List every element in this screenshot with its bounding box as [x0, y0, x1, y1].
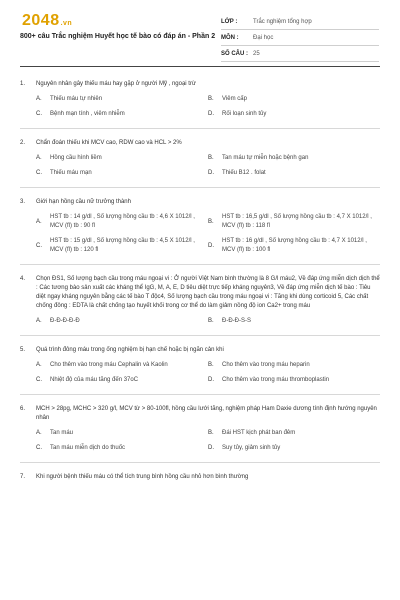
question-5 [0, 346, 400, 385]
answer-option[interactable] [36, 169, 208, 178]
option-text: Suy tủy, giảm sinh tủy [222, 445, 281, 451]
answer-option[interactable] [208, 429, 380, 438]
answer-option[interactable] [208, 110, 380, 119]
answer-options [36, 361, 380, 385]
question-7 [0, 473, 400, 482]
meta-value: 25 [253, 50, 260, 57]
question-list [0, 70, 400, 482]
question-text: MCH > 28pg, MCHC > 320 g/l, MCV từ > 80-100fl, hồng cầu lưới tăng, nghiệm pháp Ham Daxie dương tính định hướng nguyên nhân [36, 406, 377, 421]
answer-option[interactable] [36, 237, 208, 255]
option-letter: C. [36, 445, 42, 451]
meta-label: SỐ CÂU : [221, 50, 248, 57]
question-stem [20, 275, 380, 311]
option-letter: C. [36, 170, 42, 176]
question-number: 3. [20, 199, 26, 205]
question-number: 1. [20, 81, 26, 87]
option-text: Đ-Đ-Đ-Đ-Đ [50, 318, 80, 324]
option-text: Thiếu máu tự nhiên [50, 96, 103, 102]
question-stem [20, 473, 380, 482]
option-text: Đ-Đ-Đ-S-S [222, 318, 251, 324]
answer-options [36, 429, 380, 453]
option-text: Hồng cầu hình liềm [50, 155, 102, 161]
option-text: Đái HST kịch phát ban đêm [222, 430, 296, 436]
answer-option[interactable] [208, 154, 380, 163]
question-text: Khi người bệnh thiếu máu có thể tích trung bình hồng cầu nhỏ hơn bình thường [36, 474, 249, 480]
answer-option[interactable] [208, 317, 380, 326]
meta-row-count [221, 46, 379, 62]
question-divider [20, 264, 380, 265]
logo-main: 2048 [22, 12, 60, 29]
answer-options [36, 213, 380, 255]
option-text: Cho thêm vào trong máu heparin [222, 362, 310, 368]
question-1 [0, 80, 400, 119]
question-number: 7. [20, 474, 26, 480]
option-text: Thiếu máu mạn [50, 170, 92, 176]
option-letter: C. [36, 111, 42, 117]
question-3 [0, 198, 400, 255]
question-text: Chọn ĐS1, Số lượng bạch cầu trong máu ngoại vi : Ở người Việt Nam bình thường là 8 G/l máu2, Về đáp ứng miễn dịch dịch thể : Các tương bào sản xuất các kháng thể IgG, M, A, E, D tiêu diệt trực tiếp kháng nguyên3, Về đáp ứng miễn dịch tế bào : Tiêu diệt ngay kháng nguyên bằng các tế bào T độc4, Số lượng bạch cầu trong máu ngoại vi : Tăng khi dùng corticoid 5, Các chất chống đông : EDTA là chất chống tạo huyết khối trong cơ thể do làm giảm nồng độ ion Ca2+ trong máu [36, 276, 380, 309]
answer-option[interactable] [36, 317, 208, 326]
question-4 [0, 275, 400, 326]
answer-option[interactable] [36, 444, 208, 453]
answer-option[interactable] [36, 429, 208, 438]
question-text: Chẩn đoán thiếu khi MCV cao, RDW cao và HCL > 2% [36, 140, 182, 146]
option-text: Thiếu B12 . folat [222, 170, 266, 176]
option-text: Tan máu miễn dịch do thuốc [50, 445, 126, 451]
meta-label: LỚP : [221, 18, 238, 25]
question-text: Giới hạn hồng cầu nữ trưởng thành [36, 199, 131, 205]
option-letter: D. [208, 377, 214, 383]
answer-option[interactable] [208, 213, 380, 231]
option-letter: B. [208, 430, 214, 436]
answer-option[interactable] [36, 110, 208, 119]
option-letter: D. [208, 445, 214, 451]
question-stem [20, 80, 380, 89]
answer-option[interactable] [36, 154, 208, 163]
option-text: HST tb : 15 g/dl , Số lượng hồng cầu tb : 4,5 X 1012/l , MCV (fl) tb : 120 fl [50, 238, 195, 253]
option-text: Cho thêm vào trong máu Cephalin và Kaolin [50, 362, 168, 368]
answer-options [36, 317, 380, 326]
meta-value: Đại học [253, 34, 274, 41]
option-letter: C. [36, 242, 42, 249]
option-letter: A. [36, 362, 42, 368]
option-text: Tan máu [50, 430, 74, 436]
option-text: Rối loạn sinh tủy [222, 111, 267, 117]
question-stem [20, 198, 380, 207]
answer-option[interactable] [208, 169, 380, 178]
option-letter: A. [36, 318, 42, 324]
question-6 [0, 405, 400, 453]
option-letter: C. [36, 377, 42, 383]
answer-options [36, 154, 380, 178]
question-stem [20, 346, 380, 355]
header [0, 0, 400, 64]
answer-option[interactable] [36, 95, 208, 104]
question-stem [20, 139, 380, 148]
answer-option[interactable] [36, 213, 208, 231]
answer-option[interactable] [36, 376, 208, 385]
question-number: 6. [20, 406, 26, 412]
option-letter: A. [36, 218, 42, 225]
document-title: 800+ câu Trắc nghiệm Huyết học tế bào có đáp án - Phần 2 [20, 33, 216, 40]
answer-option[interactable] [208, 237, 380, 255]
answer-option[interactable] [208, 444, 380, 453]
question-divider [20, 394, 380, 395]
option-text: Nhiệt độ của máu tăng đến 37oC [50, 377, 139, 383]
option-letter: A. [36, 96, 42, 102]
header-divider [20, 66, 380, 67]
answer-options [36, 95, 380, 119]
option-letter: A. [36, 430, 42, 436]
answer-option[interactable] [36, 361, 208, 370]
option-text: HST tb : 14 g/dl , Số lượng hồng cầu tb : 4,6 X 1012/l , MCV (fl) tb : 90 fl [50, 214, 195, 229]
question-2 [0, 139, 400, 178]
option-letter: B. [208, 218, 214, 225]
option-text: Cho thêm vào trong máu thromboplastin [222, 377, 330, 383]
option-letter: D. [208, 111, 214, 117]
question-divider [20, 128, 380, 129]
option-letter: A. [36, 155, 42, 161]
answer-option[interactable] [208, 361, 380, 370]
option-letter: D. [208, 170, 214, 176]
option-letter: B. [208, 318, 214, 324]
meta-label: MÔN : [221, 34, 239, 41]
question-number: 5. [20, 347, 26, 353]
option-text: Viêm cấp [222, 96, 247, 102]
question-divider [20, 335, 380, 336]
option-letter: B. [208, 362, 214, 368]
site-logo[interactable] [22, 12, 72, 30]
option-text: Tan máu tự miễn hoặc bệnh gan [222, 155, 309, 161]
option-text: HST tb : 16,5 g/dl , Số lượng hồng cầu tb : 4,7 X 1012/l , MCV (fl) tb : 118 fl [222, 214, 372, 229]
logo-suffix: .vn [60, 20, 73, 27]
option-letter: B. [208, 155, 214, 161]
meta-row-class [221, 14, 379, 30]
answer-option[interactable] [208, 95, 380, 104]
meta-value: Trắc nghiệm tổng hợp [253, 18, 312, 25]
question-stem [20, 405, 380, 423]
answer-option[interactable] [208, 376, 380, 385]
question-number: 2. [20, 140, 26, 146]
option-letter: D. [208, 242, 214, 249]
option-text: HST tb : 16 g/dl , Số lượng hồng cầu tb : 4,7 X 1012/l , MCV (fl) tb : 100 fl [222, 238, 367, 253]
question-text: Quá trình đông máu trong ống nghiệm bị hạn chế hoặc bị ngăn cản khi [36, 347, 224, 353]
question-divider [20, 187, 380, 188]
option-text: Bệnh mạn tính , viêm nhiễm [50, 111, 125, 117]
question-divider [20, 462, 380, 463]
meta-table [221, 14, 379, 62]
question-text: Nguyên nhân gây thiếu máu hay gặp ở người Mỹ , ngoại trừ [36, 81, 196, 87]
option-letter: B. [208, 96, 214, 102]
question-number: 4. [20, 276, 26, 282]
meta-row-subject [221, 30, 379, 46]
